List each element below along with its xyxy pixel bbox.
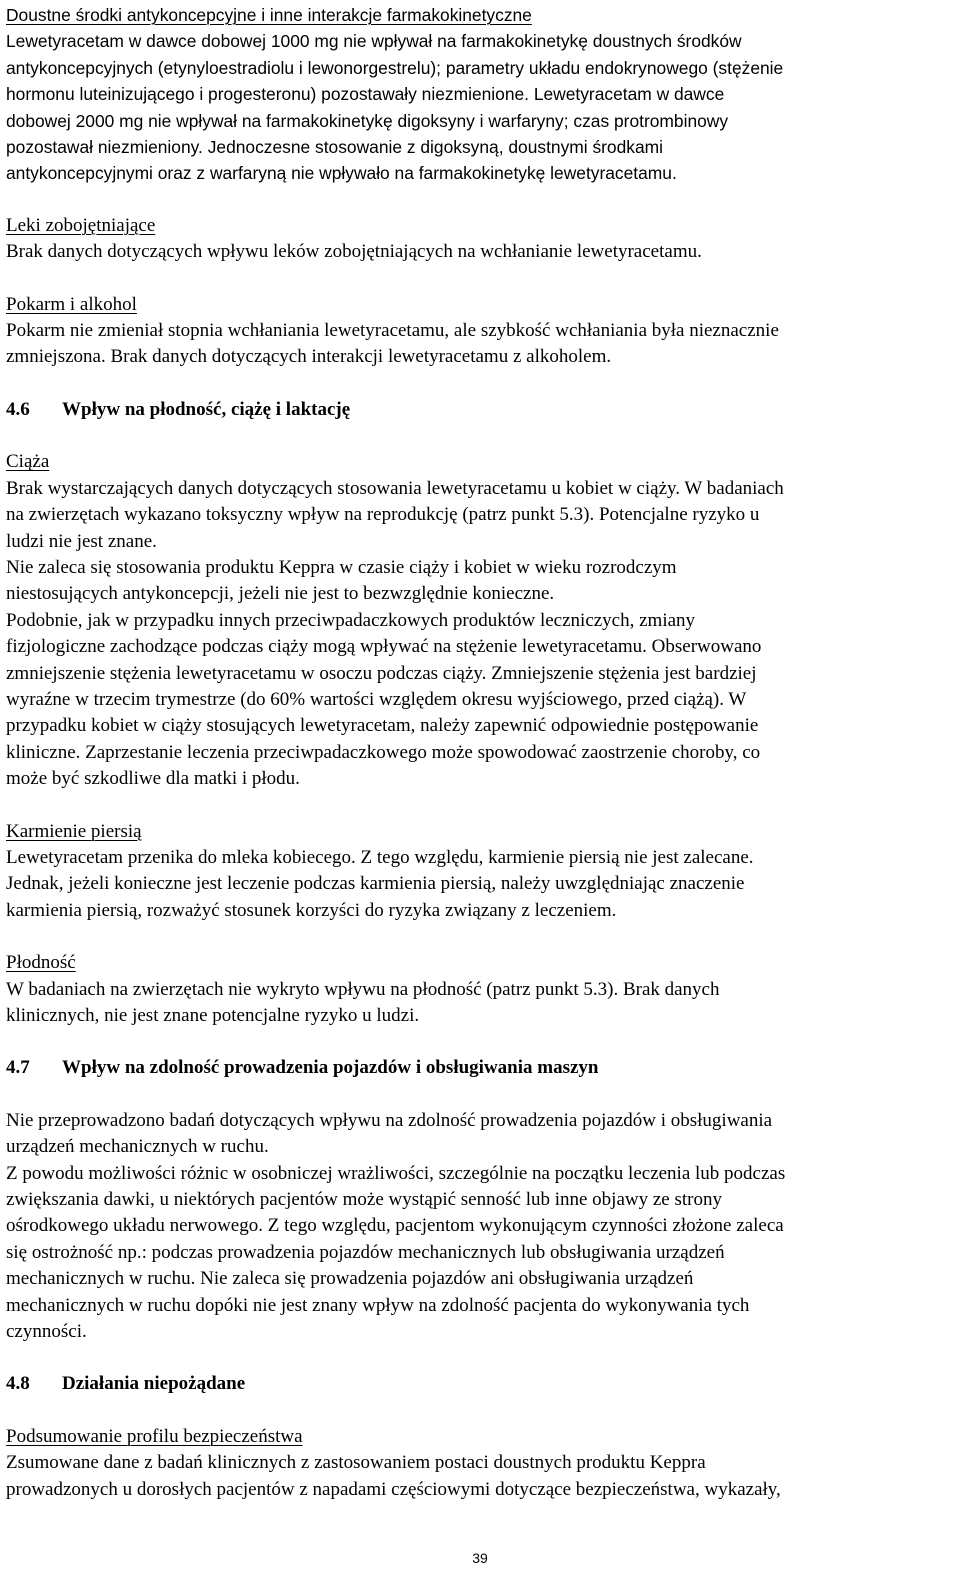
body-line: antykoncepcyjnych (etynyloestradiolu i lewonorgestrelu); parametry układu endokrynowego (stężenie (6, 57, 784, 78)
section-title: Wpływ na płodność, ciążę i laktację (62, 398, 351, 420)
subheading-oral-contraceptives: Doustne środki antykoncepcyjne i inne interakcje farmakokinetyczne (6, 5, 532, 25)
body-line: ośrodkowego układu nerwowego. Z tego względu, pacjentom wykonującym czynności złożone zaleca (6, 1215, 784, 1237)
body-line: przypadku kobiet w ciąży stosujących lewetyracetam, należy zapewnić odpowiednie postępowanie (6, 715, 759, 737)
section-heading-4-8 (6, 1371, 956, 1397)
subsection-pregnancy (6, 449, 956, 792)
document-page (6, 2, 956, 1503)
body-line: Z powodu możliwości różnic w osobniczej wrażliwości, szczególnie na początku leczenia lub podczas (6, 1162, 786, 1184)
body-line: czynności. (6, 1321, 87, 1343)
body-line: Jednak, jeżeli konieczne jest leczenie podczas karmienia piersią, należy uwzględniając znaczenie (6, 873, 745, 895)
body-line: prowadzonych u dorosłych pacjentów z napadami częściowymi dotyczące bezpieczeństwa, wykazały, (6, 1478, 781, 1500)
body-line: klinicznych, nie jest znane potencjalne ryzyko u ludzi. (6, 1005, 420, 1026)
subheading-breastfeeding: Karmienie piersią (6, 820, 142, 842)
section-food-alcohol (6, 292, 956, 371)
body-line: kliniczne. Zaprzestanie leczenia przeciwpadaczkowego może spowodować zaostrzenie choroby, co (6, 741, 761, 763)
body-line: hormonu luteinizującego i progesteronu) pozostawały niezmienione. Lewetyracetam w dawce (6, 84, 725, 105)
section-4-8 (6, 1371, 956, 1503)
body-line: karmienia piersią, rozważyć stosunek korzyści do ryzyka związany z leczeniem. (6, 899, 617, 921)
section-4-7 (6, 1055, 956, 1345)
body-line: mechanicznych w ruchu. Nie zaleca się prowadzenia pojazdów ani obsługiwania urządzeń (6, 1268, 694, 1290)
section-heading-4-6 (6, 397, 956, 423)
body-line: się ostrożność np.: podczas prowadzenia pojazdów mechanicznych lub obsługiwania urządzeń (6, 1241, 725, 1263)
section-4-6 (6, 397, 956, 1030)
body-line: Lewetyracetam przenika do mleka kobiecego. Z tego względu, karmienie piersią nie jest zalecane. (6, 846, 754, 868)
body-line: dobowej 2000 mg nie wpływał na farmakokinetykę digoksyny i warfaryny; czas protrombinowy (6, 110, 729, 131)
section-number: 4.8 (6, 1373, 30, 1395)
body-line: antykoncepcyjnymi oraz z warfaryną nie wpływało na farmakokinetykę lewetyracetamu. (6, 163, 677, 184)
body-line: zmniejszenie stężenia lewetyracetamu w osoczu podczas ciąży. Zmniejszenie stężenia jest bardziej (6, 662, 757, 684)
section-oral-contraceptives (6, 2, 956, 187)
subheading-antacids: Leki zobojętniające (6, 214, 156, 236)
oral-contraceptives-body (6, 28, 956, 186)
section-heading-4-7 (6, 1055, 956, 1081)
subheading-safety-summary: Podsumowanie profilu bezpieczeństwa (6, 1425, 303, 1447)
body-line: Lewetyracetam w dawce dobowej 1000 mg nie wpływał na farmakokinetykę doustnych środków (6, 31, 742, 52)
body-line: niestosujących antykoncepcji, jeżeli nie jest to bezwzględnie konieczne. (6, 583, 555, 605)
body-line: Pokarm nie zmieniał stopnia wchłaniania lewetyracetamu, ale szybkość wchłaniania była nieznacznie (6, 320, 779, 342)
body-line: Brak wystarczających danych dotyczących stosowania lewetyracetamu u kobiet w ciąży. W badaniach (6, 477, 784, 499)
body-line: zmniejszona. Brak danych dotyczących interakcji lewetyracetamu z alkoholem. (6, 346, 612, 368)
section-title: Wpływ na zdolność prowadzenia pojazdów i obsługiwania maszyn (62, 1057, 599, 1079)
body-line: Nie przeprowadzono badań dotyczących wpływu na zdolność prowadzenia pojazdów i obsługiwania (6, 1109, 773, 1131)
section-number: 4.7 (6, 1057, 30, 1079)
subheading-fertility: Płodność (6, 952, 76, 974)
subheading-pregnancy: Ciąża (6, 451, 50, 473)
section-antacids (6, 213, 956, 266)
body-line: fizjologiczne zachodzące podczas ciąży mogą wpływać na stężenie lewetyracetamu. Obserwowano (6, 636, 762, 658)
antacids-body: Brak danych dotyczących wpływu leków zobojętniających na wchłanianie lewetyracetamu. (6, 241, 702, 263)
body-line: urządzeń mechanicznych w ruchu. (6, 1136, 269, 1158)
body-line: na zwierzętach wykazano toksyczny wpływ na reprodukcję (patrz punkt 5.3). Potencjalne ryzyko u (6, 504, 760, 526)
body-line: pozostawał niezmieniony. Jednoczesne stosowanie z digoksyną, doustnymi środkami (6, 137, 663, 158)
body-line: ludzi nie jest znane. (6, 530, 157, 552)
section-title: Działania niepożądane (62, 1373, 246, 1395)
body-line: Podobnie, jak w przypadku innych przeciwpadaczkowych produktów leczniczych, zmiany (6, 609, 696, 631)
subsection-breastfeeding (6, 819, 956, 925)
page-number: 39 (472, 1550, 488, 1566)
body-line: W badaniach na zwierzętach nie wykryto wpływu na płodność (patrz punkt 5.3). Brak danych (6, 978, 720, 1000)
section-number: 4.6 (6, 398, 30, 420)
body-line: może być szkodliwe dla matki i płodu. (6, 768, 300, 790)
subsection-fertility (6, 950, 956, 1029)
body-line: Zsumowane dane z badań klinicznych z zastosowaniem postaci doustnych produktu Keppra (6, 1452, 706, 1474)
subheading-food-alcohol: Pokarm i alkohol (6, 293, 137, 315)
body-line: mechanicznych w ruchu dopóki nie jest znany wpływ na zdolność pacjenta do wykonywania tych (6, 1294, 750, 1316)
body-line: wyraźne w trzecim trymestrze (do 60% wartości względem okresu wyjściowego, przed ciążą). W (6, 688, 747, 710)
body-line: zwiększania dawki, u niektórych pacjentów może wystąpić senność lub inne objawy ze strony (6, 1189, 722, 1211)
body-line: Nie zaleca się stosowania produktu Keppra w czasie ciąży i kobiet w wieku rozrodczym (6, 556, 677, 578)
